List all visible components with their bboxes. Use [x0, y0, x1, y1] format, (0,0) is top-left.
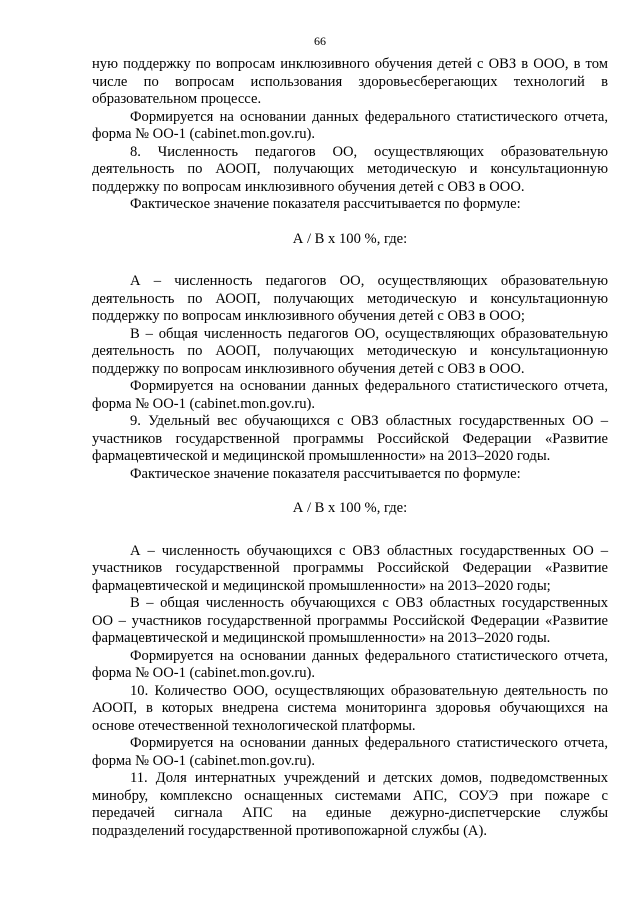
paragraph-indicator-11: 11. Доля интернатных учреждений и детских домов, подведомственных минобру, комплексно оснащенных системами АПС, СОУЭ при пожаре с передачей сигнала АПС на единые дежурно-диспетчерские службы подразделений государственной противопожарной службы (А). — [92, 770, 608, 839]
paragraph-formula-intro: Фактическое значение показателя рассчитывается по формуле: — [130, 196, 521, 212]
paragraph-source-note: Формируется на основании данных федерального статистического отчета, форма № ОО-1 (cabinet.mon.gov.ru). — [92, 108, 608, 142]
paragraph-formula-intro: Фактическое значение показателя рассчитывается по формуле: — [130, 465, 521, 482]
paragraph-definition-b: В – общая численность педагогов ОО, осуществляющих образовательную деятельность по АООП, получающих методическую и консультационную поддержку по вопросам инклюзивного обучения детей с ОВЗ в ООО. — [92, 325, 608, 377]
formula: А / В х 100 %, где: — [292, 230, 408, 247]
formula: А / В х 100 %, где: — [292, 500, 408, 516]
paragraph-source-note: Формируется на основании данных федерального статистического отчета, форма № ОО-1 (cabinet.mon.gov.ru). — [92, 735, 608, 769]
paragraph-source-note: Формируется на основании данных федерального статистического отчета, форма № ОО-1 (cabinet.mon.gov.ru). — [92, 647, 608, 681]
paragraph-indicator-8: 8. Численность педагогов ОО, осуществляющих образовательную деятельность по АООП, получающих методическую и консультационную поддержку по вопросам инклюзивного обучения детей с ОВЗ в ООО. — [92, 143, 608, 195]
page-number: 66 — [314, 34, 326, 48]
paragraph-continuation: ную поддержку по вопросам инклюзивного обучения детей с ОВЗ в ООО, в том числе по вопросам использования здоровьесберегающих технологий в образовательном процессе. — [92, 56, 608, 107]
paragraph-indicator-10: 10. Количество ООО, осуществляющих образовательную деятельность по АООП, в которых внедрена система мониторинга здоровья обучающихся на основе отечественной технологической платформы. — [92, 682, 608, 734]
paragraph-definition-b: В – общая численность обучающихся с ОВЗ областных государственных ОО – участников государственной программы Российской Федерации «Развитие фармацевтической и медицинской промышленности» на 2013–2020 годы. — [92, 595, 608, 646]
document-body — [92, 56, 608, 840]
paragraph-definition-a: А – численность педагогов ОО, осуществляющих образовательную деятельность по АООП, получающих методическую и консультационную поддержку по вопросам инклюзивного обучения детей с ОВЗ в ООО; — [92, 273, 608, 324]
paragraph-source-note: Формируется на основании данных федерального статистического отчета, форма № ОО-1 (cabinet.mon.gov.ru). — [92, 378, 608, 412]
paragraph-indicator-9: 9. Удельный вес обучающихся с ОВЗ областных государственных ОО – участников государственной программы Российской Федерации «Развитие фармацевтической и медицинской промышленности» на 2013–2020 годы. — [92, 413, 608, 464]
paragraph-definition-a: А – численность обучающихся с ОВЗ областных государственных ОО – участников государственной программы Российской Федерации «Развитие фармацевтической и медицинской промышленности» на 2013–2020 годы; — [92, 542, 608, 594]
